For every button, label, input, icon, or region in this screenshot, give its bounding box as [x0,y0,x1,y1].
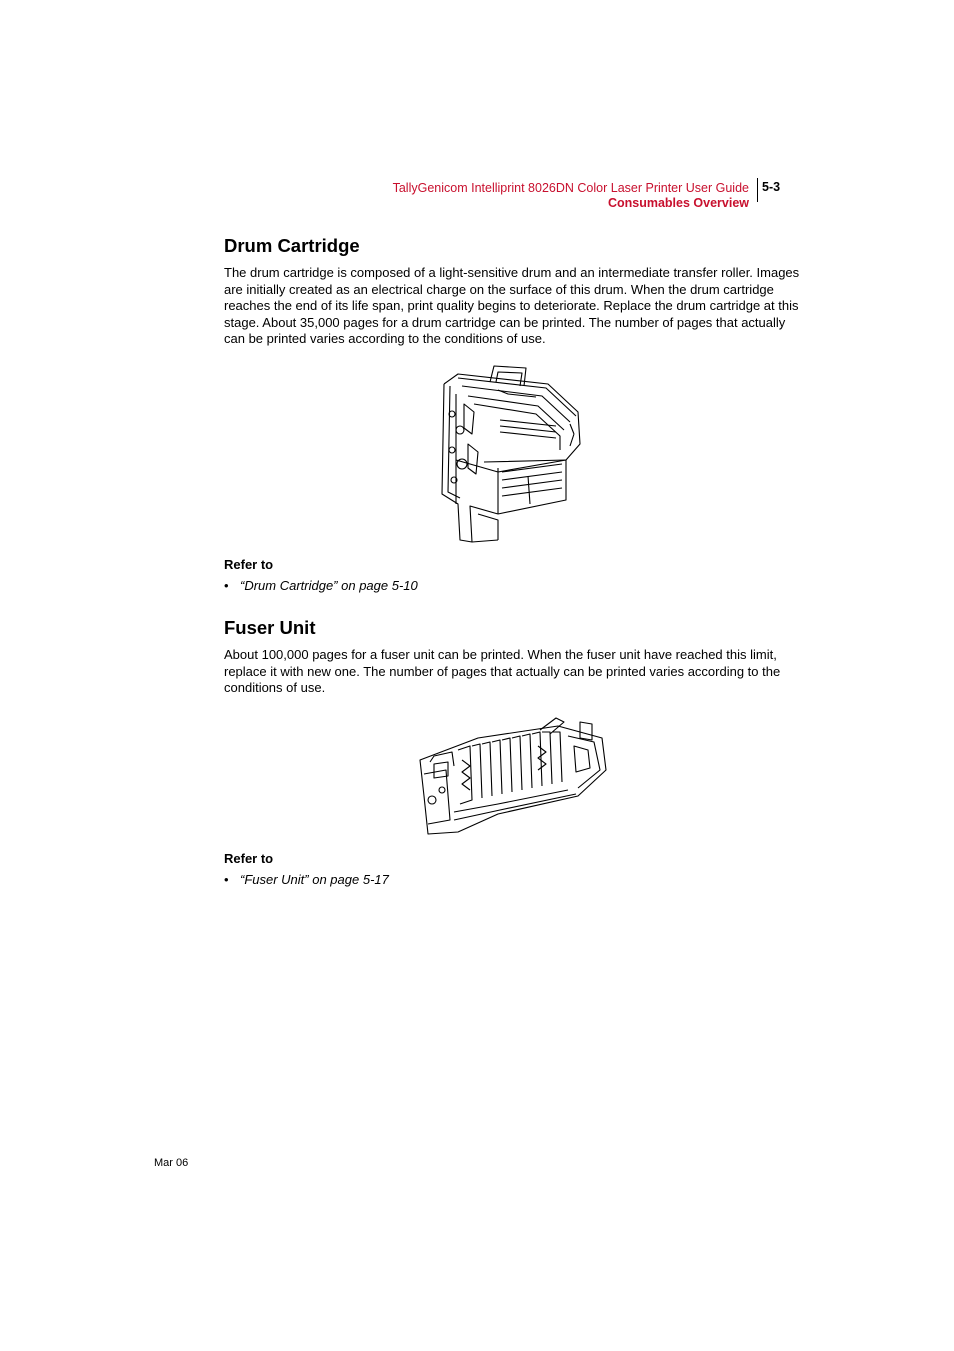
drum-cartridge-description: The drum cartridge is composed of a light-sensitive drum and an intermediate transfer roller. Images are initially created as an electrical charge on the surface of this drum. When the drum cartridge reaches the end of its life span, print quality begins to deteriorate. Replace the drum cartridge at this stage. About 35,000 pages for a drum cartridge can be printed. The number of pages that actually can be printed varies according to the conditions of use. [224,265,800,347]
fuser-unit-illustration [418,716,608,838]
drum-refer-item [224,578,418,593]
fuser-unit-heading: Fuser Unit [224,617,316,638]
bullet-marker: • [224,578,229,593]
fuser-refer-heading: Refer to [224,851,274,866]
drum-cartridge-illustration [438,364,586,542]
bullet-marker: • [224,872,229,887]
fuser-unit-link[interactable]: “Fuser Unit” on page 5-17 [240,872,389,887]
footer-date: Mar 06 [154,1157,189,1169]
fuser-unit-description: About 100,000 pages for a fuser unit can be printed. When the fuser unit have reached this limit, replace it with new one. The number of pages that actually can be printed varies according to the conditions of use. [224,647,781,696]
section-title: Consumables Overview [607,196,749,210]
header-divider [757,178,758,202]
guide-title: TallyGenicom Intelliprint 8026DN Color Laser Printer User Guide [392,181,749,195]
drum-cartridge-link[interactable]: “Drum Cartridge” on page 5-10 [240,578,418,593]
drum-cartridge-heading: Drum Cartridge [224,235,360,256]
page-number: 5-3 [762,180,781,194]
drum-refer-heading: Refer to [224,557,274,572]
fuser-refer-item [224,872,389,887]
